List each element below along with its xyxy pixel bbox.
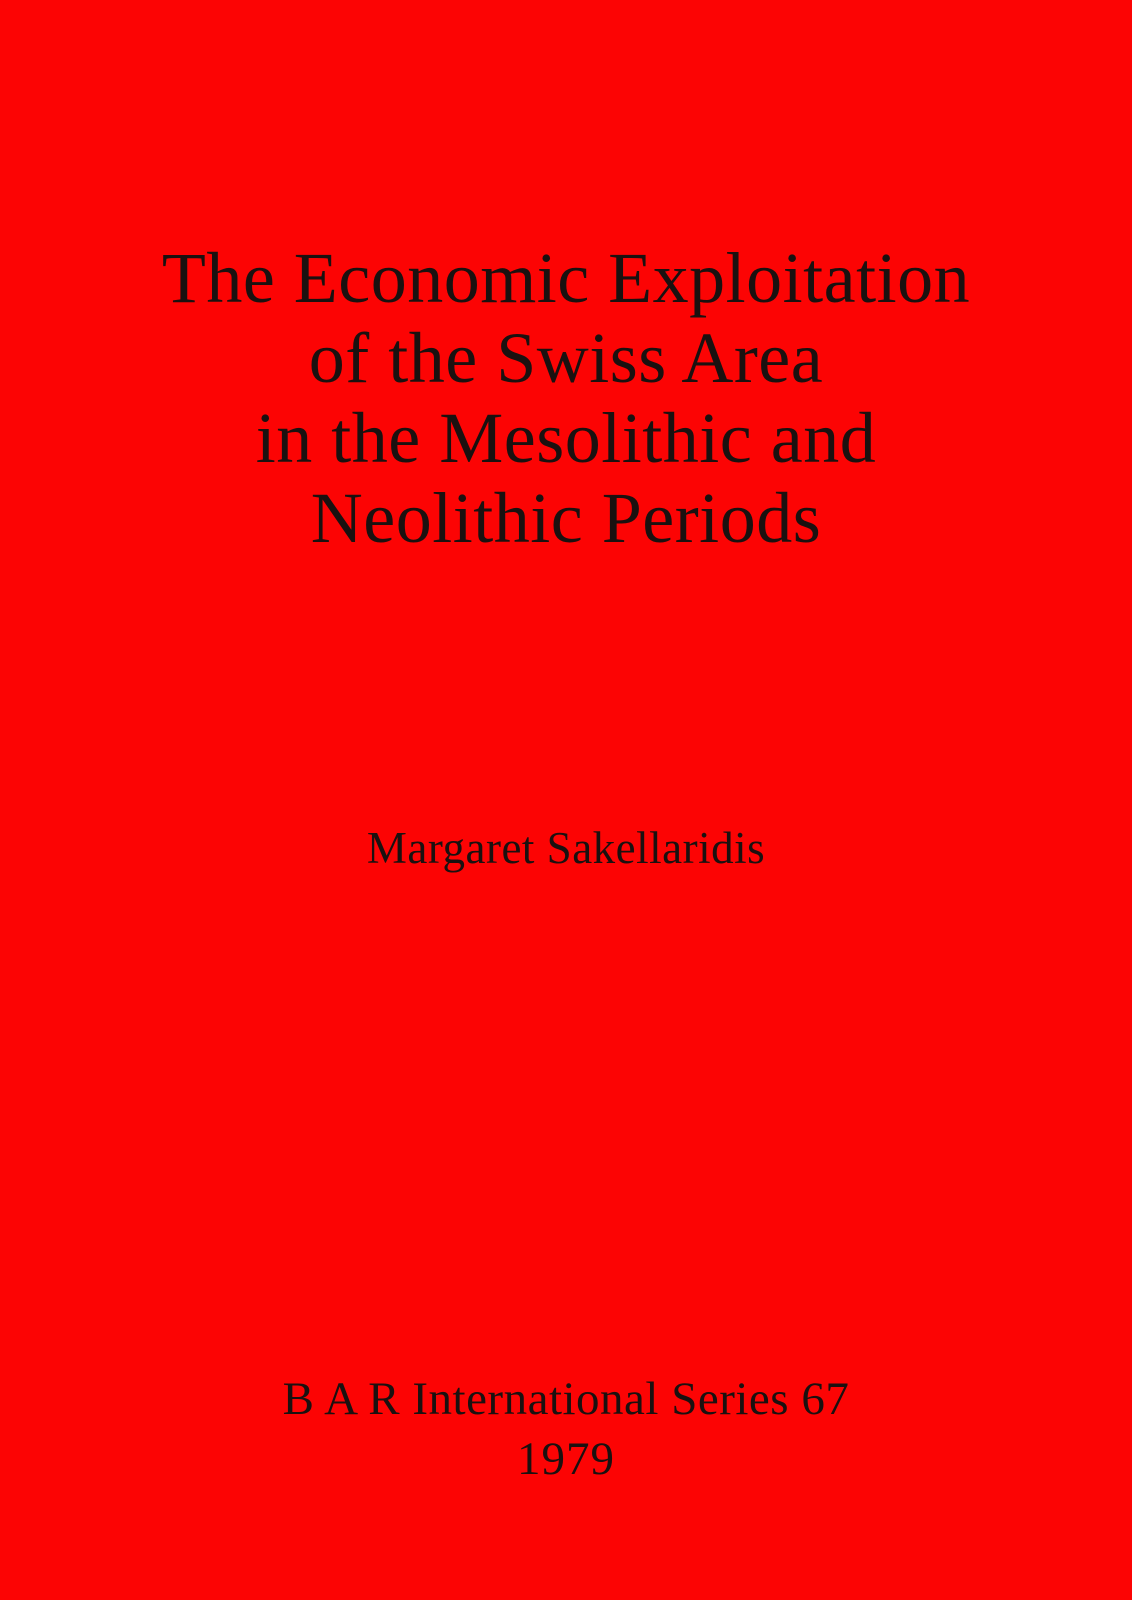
series-title: B A R International Series 67 xyxy=(282,1373,850,1425)
book-title xyxy=(0,238,1132,558)
title-line-2: of the Swiss Area xyxy=(308,318,824,398)
title-line-1: The Economic Exploitation xyxy=(161,238,971,318)
publication-year: 1979 xyxy=(517,1433,615,1485)
title-line-3: in the Mesolithic and xyxy=(255,398,877,478)
author-block xyxy=(0,820,1132,876)
title-line-4: Neolithic Periods xyxy=(310,478,822,558)
author-name: Margaret Sakellaridis xyxy=(366,823,766,873)
series-block xyxy=(0,1368,1132,1488)
